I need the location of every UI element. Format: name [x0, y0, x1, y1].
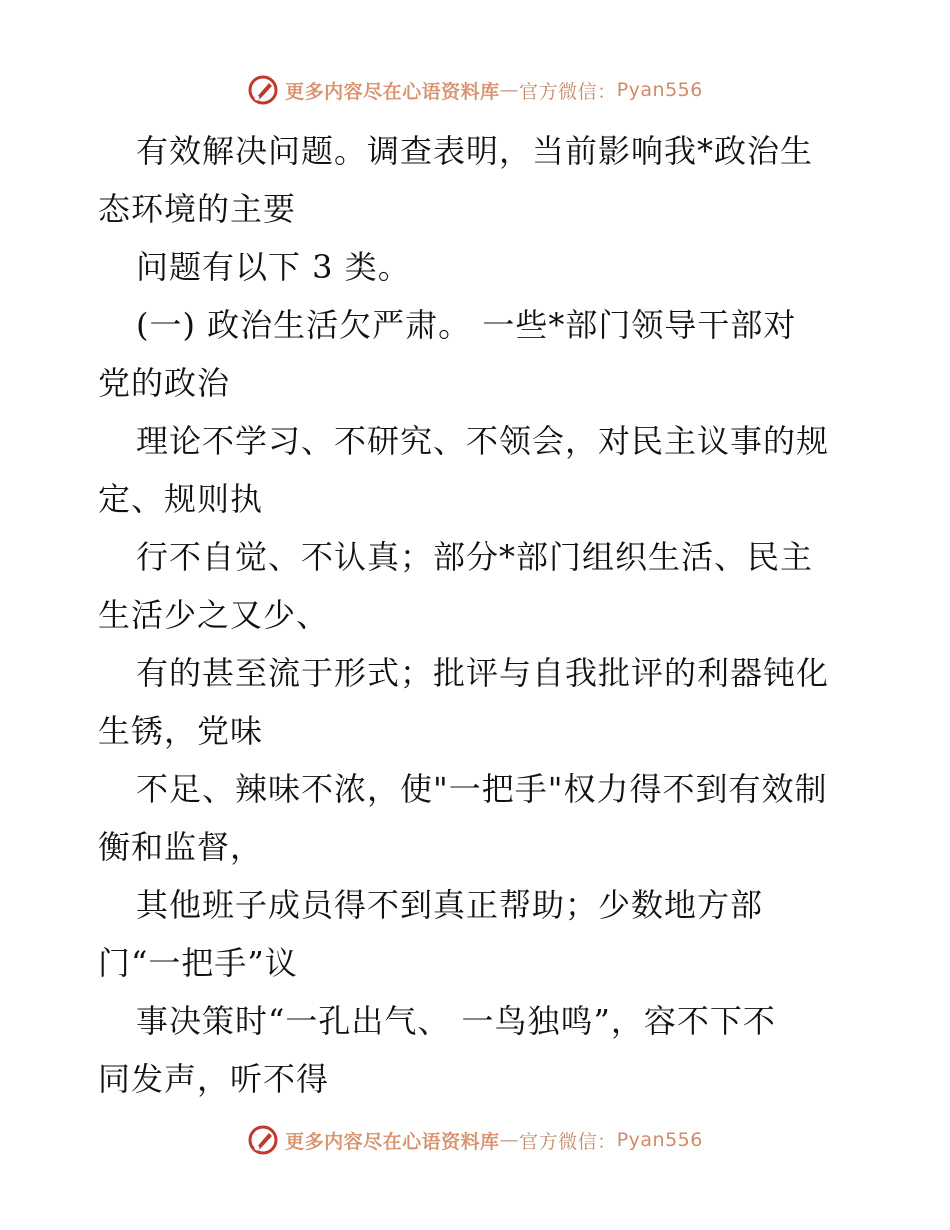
section-heading-line: (一) 政治生活欠严肃。 一些*部门领导干部对 [136, 306, 797, 344]
text-line: 态环境的主要 [98, 190, 297, 228]
wechat-label: 官方微信： [519, 1130, 617, 1153]
wechat-id: Pyan556 [616, 79, 703, 101]
text-line: 门“一把手”议 [98, 944, 298, 982]
text-line: 其他班子成员得不到真正帮助；少数地方部 [136, 886, 764, 924]
text-line: 问题有以下 3 类。 [136, 248, 411, 286]
text-line: 生锈，党味 [98, 712, 264, 750]
text-line: 同发声，听不得 [98, 1060, 330, 1098]
header-banner [0, 70, 950, 110]
document-body [98, 122, 858, 1108]
text-line: 衡和监督， [98, 828, 264, 866]
text-line: 行不自觉、不认真；部分*部门组织生活、民主 [136, 538, 814, 576]
text-line: 生活少之又少、 [98, 596, 330, 634]
pen-seal-icon [247, 74, 279, 106]
text-line: 事决策时“一孔出气、 一鸟独鸣”，容不下不 [136, 1002, 776, 1040]
brand-text: 更多内容尽在心语资料库 [285, 80, 500, 103]
wechat-id: Pyan556 [616, 1129, 703, 1151]
text-line: 理论不学习、不研究、不领会，对民主议事的规 [136, 422, 830, 460]
wechat-label: 官方微信： [519, 80, 617, 103]
text-line: 不足、辣味不浓，使"一把手"权力得不到有效制 [136, 770, 828, 808]
text-line: 有的甚至流于形式；批评与自我批评的利器钝化 [136, 654, 830, 692]
banner-separator: — [499, 79, 520, 101]
text-line: 定、规则执 [98, 480, 264, 518]
text-line: 党的政治 [98, 364, 231, 402]
footer-banner [0, 1120, 950, 1160]
banner-separator: — [499, 1129, 520, 1151]
brand-text: 更多内容尽在心语资料库 [285, 1130, 500, 1153]
text-line: 有效解决问题。调查表明，当前影响我*政治生 [136, 132, 814, 170]
pen-seal-icon [247, 1124, 279, 1156]
